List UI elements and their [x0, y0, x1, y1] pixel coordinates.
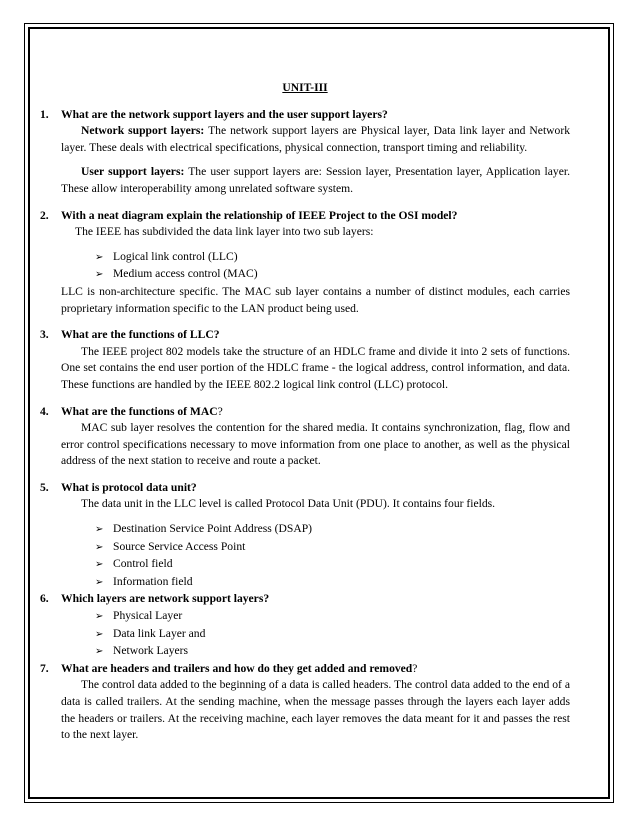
list-item: ➢ Logical link control (LLC) — [95, 249, 570, 267]
answer-1-user: User support layers: The user support layers are: Session layer, Presentation layer, Application layer. These allow interoperability among unrelated software system. — [61, 165, 570, 195]
arrow-bullet-icon: ➢ — [95, 559, 104, 571]
question-5: 5. What is protocol data unit? — [40, 480, 197, 494]
list-item: ➢ Control field — [95, 556, 570, 574]
answer-2-text: LLC is non-architecture specific. The MAC sub layer contains a number of distinct modules, each carries proprietary information specific to the LAN product being used. — [61, 284, 570, 315]
arrow-bullet-icon: ➢ — [95, 524, 104, 536]
answer-7: The control data added to the beginning of a data is called headers. The control data added to the end of a data is called trailers. At the sending machine, when the message passes through the layers each layer adds the headers or trailers. At the receiving machine, each layer removes the data meant for it and passes the rest to the next layer. — [61, 678, 570, 742]
question-4: 4. What are the functions of MAC? — [40, 404, 223, 418]
answer-2-intro: The IEEE has subdivided the data link layer into two sub layers: — [75, 225, 374, 239]
arrow-bullet-icon: ➢ — [95, 628, 104, 640]
list-item: ➢ Destination Service Point Address (DSAP) — [95, 521, 570, 539]
question-7: 7. What are headers and trailers and how do they get added and removed? — [40, 661, 418, 675]
arrow-bullet-icon: ➢ — [95, 541, 104, 553]
arrow-bullet-icon: ➢ — [95, 611, 104, 623]
list-item: ➢ Network Layers — [95, 643, 570, 661]
question-1: 1. What are the network support layers and the user support layers? — [40, 107, 388, 121]
question-2: 2. With a neat diagram explain the relationship of IEEE Project to the OSI model? — [40, 208, 458, 222]
answer-5-list — [40, 521, 570, 591]
answer-3: The IEEE project 802 models take the structure of an HDLC frame and divide it into 2 sets of functions. One set contains the end user portion of the HDLC frame - the logical address, control information, and data. These functions are handled by the IEEE 802.2 logical link control (LLC) protocol. — [61, 344, 570, 391]
question-6: 6. Which layers are network support layers? — [40, 592, 270, 606]
list-item: ➢ Medium access control (MAC) — [95, 266, 570, 284]
arrow-bullet-icon: ➢ — [95, 269, 104, 281]
list-item: ➢ Data link Layer and — [95, 626, 570, 644]
answer-6-list — [40, 608, 570, 661]
list-item: ➢ Physical Layer — [95, 608, 570, 626]
answer-4: MAC sub layer resolves the contention for the shared media. It contains synchronization, flag, flow and error control specifications necessary to move information from one place to another, as well as the physical address of the next station to receive and route a packet. — [61, 421, 570, 468]
arrow-bullet-icon: ➢ — [95, 646, 104, 658]
answer-2-list — [40, 249, 570, 284]
arrow-bullet-icon: ➢ — [95, 576, 104, 588]
answer-5: The data unit in the LLC level is called Protocol Data Unit (PDU). It contains four fields. — [81, 497, 496, 511]
document-body — [40, 80, 570, 744]
unit-title: UNIT-III — [282, 81, 328, 94]
list-item: ➢ Source Service Access Point — [95, 539, 570, 557]
list-item: ➢ Information field — [95, 574, 570, 592]
arrow-bullet-icon: ➢ — [95, 251, 104, 263]
answer-1-network: Network support layers: The network support layers are Physical layer, Data link layer and Network layer. These deals with electrical specifications, physical connection, transport timing and reliability. — [61, 124, 570, 154]
question-3: 3. What are the functions of LLC? — [40, 328, 220, 342]
